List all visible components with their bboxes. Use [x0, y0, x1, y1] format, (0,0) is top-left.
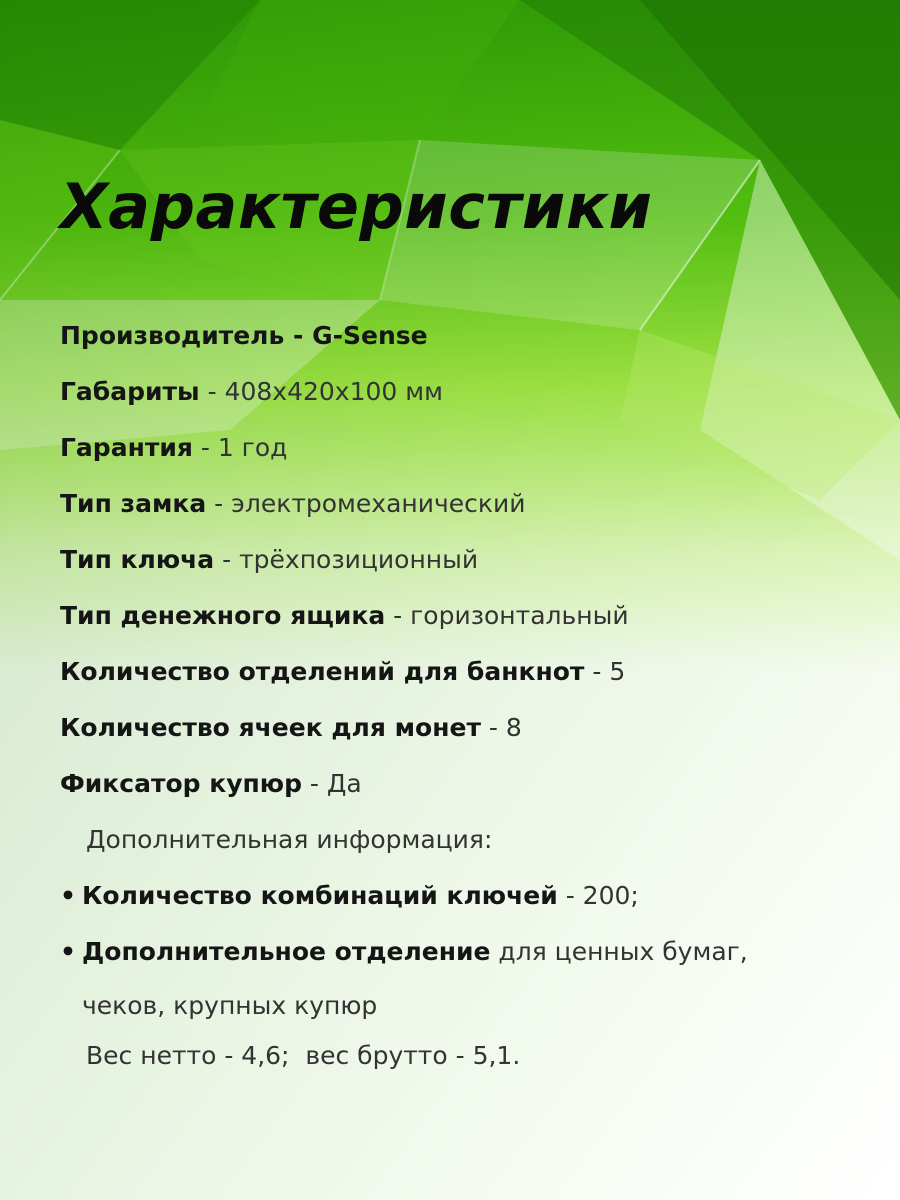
spec-row-manufacturer [60, 318, 880, 374]
spec-value: 408х420х100 мм [224, 377, 443, 406]
weight-info: Вес нетто - 4,6; вес брутто - 5,1. [86, 1041, 521, 1070]
spec-sep: - [584, 657, 610, 686]
spec-row-lock-type [60, 486, 880, 542]
spec-key: Фиксатор купюр [60, 769, 302, 798]
spec-sep: - [480, 713, 506, 742]
page-title: Характеристики [60, 170, 653, 243]
spec-sep: - [192, 433, 218, 462]
spec-value: горизонтальный [410, 601, 629, 630]
bullet-value: для ценных бумаг, [490, 937, 748, 966]
spec-key: Габариты [60, 377, 200, 406]
spec-key: Тип ключа [60, 545, 215, 574]
spec-key: Тип денежного ящика [60, 601, 386, 630]
spec-row-key-type [60, 542, 880, 598]
spec-key: Производитель - G-Sense [60, 321, 428, 350]
spec-list [60, 318, 880, 822]
spec-key: Количество ячеек для монет [60, 713, 481, 742]
bullet-value: - 200; [557, 881, 639, 910]
spec-row-coin-cells [60, 710, 880, 766]
spec-value: 5 [609, 657, 626, 686]
bullet-key: Количество комбинаций ключей [82, 881, 558, 910]
spec-key: Тип замка [60, 489, 207, 518]
bullet-continuation: чеков, крупных купюр [82, 991, 378, 1020]
spec-key: Количество отделений для банкнот [60, 657, 585, 686]
spec-value: трёхпозиционный [239, 545, 479, 574]
bullet-key: Дополнительное отделение [82, 937, 491, 966]
extra-info-heading: Дополнительная информация: [86, 825, 493, 854]
bullet-extra-compartment [60, 934, 880, 1024]
spec-value: Да [326, 769, 362, 798]
spec-value: 1 год [217, 433, 288, 462]
spec-sep: - [214, 545, 240, 574]
bullet-dot: • [60, 881, 76, 910]
spec-row-warranty [60, 430, 880, 486]
spec-row-dimensions [60, 374, 880, 430]
spec-sep: - [199, 377, 225, 406]
bullet-key-combinations [60, 878, 880, 914]
spec-row-banknote-compartments [60, 654, 880, 710]
spec-key: Гарантия [60, 433, 193, 462]
extra-info-list [60, 878, 880, 1024]
bullet-dot: • [60, 937, 76, 966]
spec-value: 8 [505, 713, 522, 742]
spec-row-note-clip [60, 766, 880, 822]
spec-row-drawer-type [60, 598, 880, 654]
spec-sep: - [385, 601, 411, 630]
spec-sep: - [206, 489, 232, 518]
spec-sep: - [301, 769, 327, 798]
spec-value: электромеханический [231, 489, 526, 518]
